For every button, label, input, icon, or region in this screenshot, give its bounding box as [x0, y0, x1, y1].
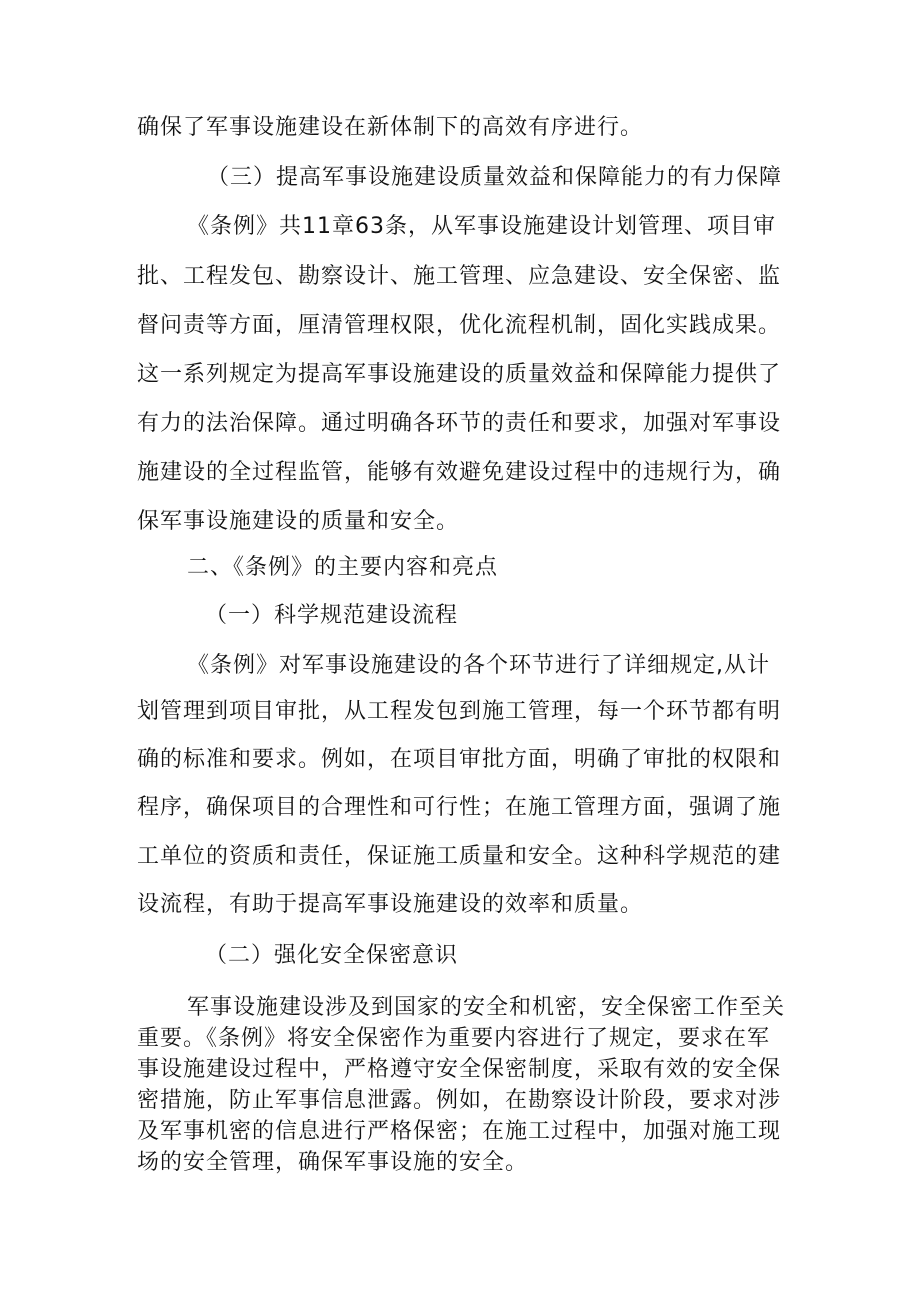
section-heading-3: （三）提高军事设施建设质量效益和保障能力的有力保障 [207, 165, 783, 190]
paragraph-line: 程序，确保项目的合理性和可行性；在施工管理方面，强调了施 [137, 795, 782, 820]
section-heading-2: 二、《条例》的主要内容和亮点 [187, 555, 499, 580]
paragraph-line: 事设施建设过程中，严格遵守安全保密制度，采取有效的安全保 [137, 1057, 782, 1082]
paragraph-line: 重要。《条例》将安全保密作为重要内容进行了规定，要求在军 [137, 1026, 771, 1051]
paragraph-line: 有力的法治保障。通过明确各环节的责任和要求，加强对军事设 [137, 411, 782, 436]
paragraph-line: 划管理到项目审批，从工程发包到施工管理，每一个环节都有明 [137, 699, 782, 724]
paragraph-line: 《条例》共11章63条，从军事设施建设计划管理、项目审 [187, 214, 776, 239]
subsection-heading-2: （二）强化安全保密意识 [205, 943, 459, 968]
paragraph-line: 这一系列规定为提高军事设施建设的质量效益和保障能力提供了 [137, 362, 782, 387]
paragraph-line: 施建设的全过程监管，能够有效避免建设过程中的违规行为，确 [137, 460, 782, 485]
paragraph-line: 场的安全管理，确保军事设施的安全。 [137, 1150, 529, 1175]
paragraph-line: 批、工程发包、勘察设计、施工管理、应急建设、安全保密、监 [137, 264, 782, 289]
subsection-heading-1: （一）科学规范建设流程 [205, 603, 459, 628]
paragraph-continuation: 确保了军事设施建设在新体制下的高效有序进行。 [137, 115, 644, 140]
paragraph-line: 确的标准和要求。例如，在项目审批方面，明确了审批的权限和 [137, 747, 782, 772]
paragraph-line: 督问责等方面，厘清管理权限，优化流程机制，固化实践成果。 [137, 313, 782, 338]
paragraph-line: 密措施，防止军事信息泄露。例如，在勘察设计阶段，要求对涉 [137, 1088, 782, 1113]
paragraph-line: 军事设施建设涉及到国家的安全和机密，安全保密工作至关 [187, 995, 786, 1020]
paragraph-line: 及军事机密的信息进行严格保密；在施工过程中，加强对施工现 [137, 1119, 782, 1144]
paragraph-line: 设流程，有助于提高军事设施建设的效率和质量。 [137, 892, 644, 917]
paragraph-line: 保军事设施建设的质量和安全。 [137, 509, 460, 534]
paragraph-line: 《条例》对军事设施建设的各个环节进行了详细规定,从计 [187, 653, 770, 678]
paragraph-line: 工单位的资质和责任，保证施工质量和安全。这种科学规范的建 [137, 844, 782, 869]
